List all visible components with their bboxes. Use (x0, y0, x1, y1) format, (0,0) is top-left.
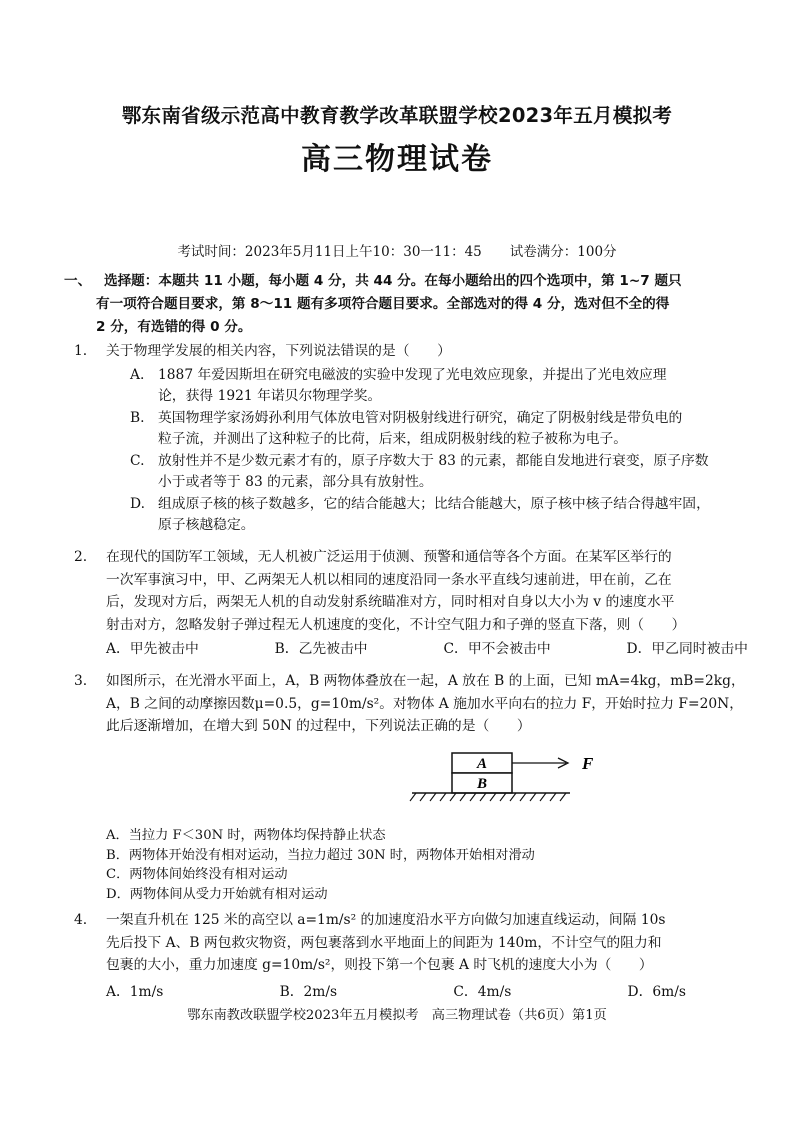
options-row (106, 981, 686, 1003)
option-a: A．1m/s (106, 983, 164, 1000)
option-a (130, 365, 762, 408)
block-a-label: A (476, 756, 488, 772)
section-instructions (64, 270, 756, 339)
question-line: 如图所示，在光滑水平面上，A，B 两物体叠放在一起，A 放在 B 的上面，已知 mA=4kg，mB=2kg， (106, 673, 745, 689)
option-text: 1887 年爱因斯坦在研究电磁波的实验中发现了光电效应现象，并提出了光电效应理 (158, 366, 667, 383)
question-1 (74, 340, 756, 537)
hatch-mark (550, 793, 556, 801)
option-c: C．4m/s (453, 983, 512, 1000)
ground-hatching (410, 793, 566, 801)
option-b (130, 408, 762, 451)
option-d: D．甲乙同时被击中 (626, 641, 748, 657)
option-letter: A. (130, 366, 145, 383)
hatch-mark (470, 793, 476, 801)
question-line: 后，发现对方后，两架无人机的自动发射系统瞄准对方，同时相对自身以大小为 v 的速度水平 (106, 594, 675, 610)
option-c: C．甲不会被击中 (443, 641, 551, 657)
question-3 (74, 670, 756, 738)
question-line: 在现代的国防军工领域，无人机被广泛运用于侦测、预警和通信等各个方面。在某军区举行的 (106, 549, 672, 565)
option-a: A．当拉力 F＜30N 时，两物体均保持静止状态 (106, 828, 386, 843)
school-title: 鄂东南省级示范高中教育教学改革联盟学校2023年五月模拟考 (121, 104, 673, 127)
option-b: B．2m/s (279, 983, 338, 1000)
option-d: D．两物体间从受力开始就有相对运动 (106, 886, 328, 902)
page-footer: 鄂东南教改联盟学校2023年五月模拟考 高三物理试卷（共6页）第1页 (187, 1008, 607, 1023)
option-b: B．两物体开始没有相对运动，当拉力超过 30N 时，两物体开始相对滑动 (106, 847, 535, 863)
option-a: A．甲先被击中 (106, 641, 199, 657)
question-line: 一次军事演习中，甲、乙两架无人机以相同的速度沿同一条水平直线匀速前进，甲在前，乙在 (106, 571, 672, 588)
question-stem: 关于物理学发展的相关内容，下列说法错误的是（ ） (106, 343, 451, 359)
exam-title: 高三物理试卷 (301, 142, 493, 177)
section-number: 一、 (64, 273, 92, 289)
question-line: 一架直升机在 125 米的高空以 a=1m/s² 的加速度沿水平方向做匀加速直线运动，间隔 10s (106, 912, 666, 928)
hatch-mark (560, 793, 566, 801)
option-letter: D. (130, 495, 145, 512)
question-line: A，B 之间的动摩擦因数μ=0.5，g=10m/s²。对物体 A 施加水平向右的拉力 F，开始时拉力 F=20N， (106, 695, 743, 712)
block-b-label: B (476, 776, 488, 792)
question-number: 2. (74, 549, 88, 565)
force-label: F (582, 754, 594, 773)
question-2 (74, 546, 756, 660)
hatch-mark (450, 793, 456, 801)
option-c (130, 451, 762, 494)
instruction-line: 有一项符合题目要求，第 8～11 题有多项符合题目要求。全部选对的得 4 分，选对但不全的得 (96, 296, 670, 312)
full-score: 试卷满分：100分 (509, 244, 617, 260)
option-d: D．6m/s (627, 983, 686, 1000)
option-text: 粒子流，并测出了这种粒子的比荷，后来，组成阴极射线的粒子被称为电子。 (158, 431, 628, 447)
option-text: 放射性并不是少数元素才有的，原子序数大于 83 的元素，都能自发地进行衰变，原子序数 (158, 452, 709, 469)
question-line: 包裹的大小，重力加速度 g=10m/s²，则投下第一个包裹 A 时飞机的速度大小为（ ） (106, 957, 653, 973)
question-number: 1. (74, 343, 88, 359)
hatch-mark (430, 793, 436, 801)
question-4 (74, 909, 756, 1003)
exam-info (0, 240, 794, 260)
option-text: 英国物理学家汤姆孙利用气体放电管对阴极射线进行研究，确定了阴极射线是带负电的 (158, 409, 683, 426)
hatch-mark (480, 793, 486, 801)
question-number: 3. (74, 673, 88, 689)
question-line: 此后逐渐增加，在增大到 50N 的过程中，下列说法正确的是（ ） (106, 718, 531, 734)
hatch-mark (420, 793, 426, 801)
options-row (106, 638, 748, 660)
instruction-line: 2 分，有选错的得 0 分。 (96, 319, 252, 335)
option-letter: C. (130, 452, 145, 469)
hatch-mark (410, 793, 416, 801)
hatch-mark (530, 793, 536, 801)
hatch-mark (490, 793, 496, 801)
option-d (130, 494, 762, 537)
question-line: 射击对方，忽略发射子弹过程无人机速度的变化，不计空气阻力和子弹的竖直下落，则（ ） (106, 616, 686, 633)
blocks-figure (408, 745, 608, 810)
hatch-mark (510, 793, 516, 801)
hatch-mark (520, 793, 526, 801)
exam-time: 考试时间：2023年5月11日上午10：30一11：45 (177, 244, 482, 260)
option-text: 原子核越稳定。 (158, 517, 255, 533)
option-letter: B. (130, 409, 145, 426)
question-3-options (106, 826, 756, 904)
option-b: B．乙先被击中 (274, 641, 368, 657)
option-text: 论，获得 1921 年诺贝尔物理学奖。 (158, 388, 382, 404)
hatch-mark (460, 793, 466, 801)
instruction-line: 选择题：本题共 11 小题，每小题 4 分，共 44 分。在每小题给出的四个选项中，第 1~7 题只 (104, 273, 682, 289)
hatch-mark (540, 793, 546, 801)
blocks-diagram (408, 745, 608, 810)
option-text: 小于或者等于 83 的元素，部分具有放射性。 (158, 474, 433, 490)
hatch-mark (500, 793, 506, 801)
option-text: 组成原子核的核子数越多，它的结合能越大；比结合能越大，原子核中核子结合得越牢固， (158, 495, 710, 512)
option-c: C．两物体间始终没有相对运动 (106, 867, 288, 883)
hatch-mark (440, 793, 446, 801)
question-line: 先后投下 A、B 两包救灾物资，两包裹落到水平地面上的间距为 140m，不计空气的阻力和 (106, 934, 662, 951)
question-number: 4. (74, 912, 88, 928)
